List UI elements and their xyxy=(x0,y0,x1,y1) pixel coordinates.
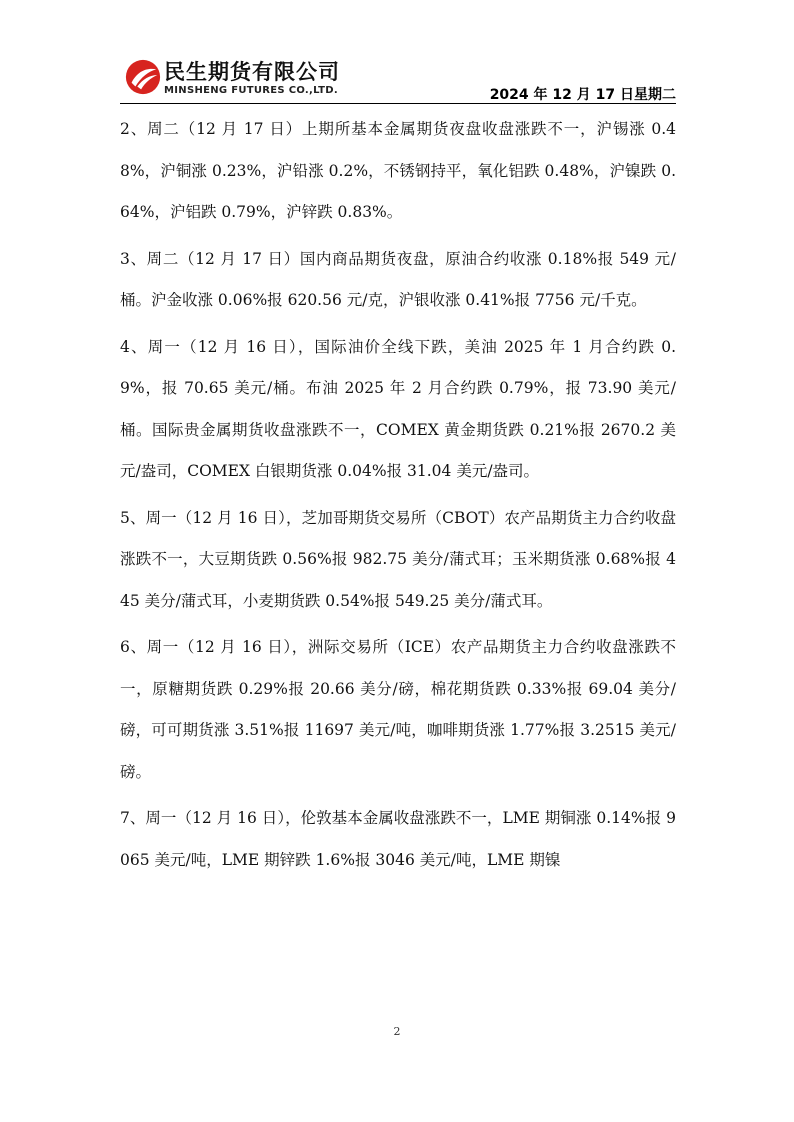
company-name-cn: 民生期货有限公司 xyxy=(164,60,340,84)
company-logo xyxy=(120,52,380,100)
news-list xyxy=(120,109,676,886)
page-number: 2 xyxy=(393,1025,401,1038)
company-name-en: MINSHENG FUTURES CO.,LTD. xyxy=(164,85,338,96)
news-item: 2、周二（12 月 17 日）上期所基本金属期货夜盘收盘涨跌不一，沪锡涨 0.48%，沪铜涨 0.23%，沪铅涨 0.2%，不锈钢持平，氧化铝跌 0.48%，沪镍跌 0.64%，沪铝跌 0.79%，沪锌跌 0.83%。 xyxy=(120,120,676,221)
news-item: 3、周二（12 月 17 日）国内商品期货夜盘，原油合约收涨 0.18%报 549 元/桶。沪金收涨 0.06%报 620.56 元/克，沪银收涨 0.41%报 7756 元/千克。 xyxy=(120,249,676,309)
news-item: 4、周一（12 月 16 日），国际油价全线下跌，美油 2025 年 1 月合约跌 0.9%，报 70.65 美元/桶。布油 2025 年 2 月合约跌 0.79%，报 73.90 美元/桶。国际贵金属期货收盘涨跌不一，COMEX 黄金期货跌 0.21%报 2670.2 美元/盎司，COMEX 白银期货涨 0.04%报 31.04 美元/盎司。 xyxy=(120,337,676,480)
news-item: 5、周一（12 月 16 日），芝加哥期货交易所（CBOT）农产品期货主力合约收盘涨跌不一，大豆期货跌 0.56%报 982.75 美分/蒲式耳；玉米期货涨 0.68%报 445 美分/蒲式耳，小麦期货跌 0.54%报 549.25 美分/蒲式耳。 xyxy=(120,508,676,610)
minsheng-logo-icon xyxy=(124,58,162,96)
news-item: 7、周一（12 月 16 日），伦敦基本金属收盘涨跌不一，LME 期铜涨 0.14%报 9065 美元/吨，LME 期锌跌 1.6%报 3046 美元/吨，LME 期镍 xyxy=(120,809,676,869)
report-date: 2024 年 12 月 17 日星期二 xyxy=(489,87,676,103)
page-header xyxy=(120,52,676,102)
header-divider xyxy=(120,103,676,104)
news-item: 6、周一（12 月 16 日），洲际交易所（ICE）农产品期货主力合约收盘涨跌不一，原糖期货跌 0.29%报 20.66 美分/磅，棉花期货跌 0.33%报 69.04 美分/磅，可可期货涨 3.51%报 11697 美元/吨，咖啡期货涨 1.77%报 3.2515 美元/磅。 xyxy=(120,638,676,781)
